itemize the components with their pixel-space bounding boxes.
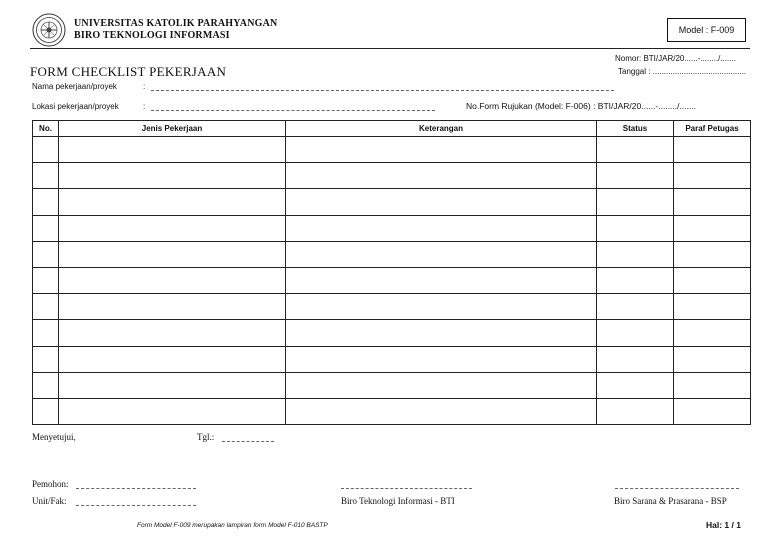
paraf-petugas-cell[interactable] <box>674 267 751 293</box>
model-code: Model : F-009 <box>678 25 735 35</box>
keterangan-cell[interactable] <box>286 346 597 372</box>
table-row <box>33 320 751 346</box>
paraf-petugas-cell[interactable] <box>674 346 751 372</box>
no-cell[interactable] <box>33 163 59 189</box>
paraf-petugas-cell[interactable] <box>674 294 751 320</box>
jenis-pekerjaan-cell[interactable] <box>59 163 286 189</box>
jenis-pekerjaan-cell[interactable] <box>59 398 286 424</box>
page-number: Hal: 1 / 1 <box>706 520 741 530</box>
jenis-pekerjaan-cell[interactable] <box>59 267 286 293</box>
jenis-pekerjaan-cell[interactable] <box>59 320 286 346</box>
status-cell[interactable] <box>597 346 674 372</box>
col-jenis-pekerjaan: Jenis Pekerjaan <box>59 121 286 137</box>
no-cell[interactable] <box>33 189 59 215</box>
table-row <box>33 372 751 398</box>
institution-header <box>74 18 277 42</box>
no-cell[interactable] <box>33 294 59 320</box>
university-name: UNIVERSITAS KATOLIK PARAHYANGAN <box>74 18 278 29</box>
no-cell[interactable] <box>33 215 59 241</box>
keterangan-cell[interactable] <box>286 215 597 241</box>
form-note: Form Model F-009 merupakan lampiran form Model F-010 BASTP <box>137 522 328 529</box>
status-cell[interactable] <box>597 267 674 293</box>
no-cell[interactable] <box>33 372 59 398</box>
jenis-pekerjaan-cell[interactable] <box>59 215 286 241</box>
nama-pekerjaan-input[interactable] <box>151 90 614 91</box>
table-row <box>33 267 751 293</box>
table-header-row <box>33 121 751 137</box>
header-divider <box>30 48 750 49</box>
table-row <box>33 346 751 372</box>
table-row <box>33 189 751 215</box>
keterangan-cell[interactable] <box>286 189 597 215</box>
status-cell[interactable] <box>597 163 674 189</box>
tgl-label: Tgl.: <box>197 432 215 442</box>
checklist-table-body <box>33 137 751 425</box>
form-title: FORM CHECKLIST PEKERJAAN <box>30 64 227 79</box>
col-status: Status <box>597 121 674 137</box>
nomor-field[interactable]: Nomor: BTI/JAR/20......-......../....... <box>615 54 736 63</box>
no-cell[interactable] <box>33 398 59 424</box>
bureau-name: BIRO TEKNOLOGI INFORMASI <box>74 30 230 41</box>
no-cell[interactable] <box>33 320 59 346</box>
table-row <box>33 215 751 241</box>
status-cell[interactable] <box>597 320 674 346</box>
bsp-signature-line[interactable] <box>615 488 739 489</box>
unit-fak-input[interactable] <box>76 505 196 506</box>
paraf-petugas-cell[interactable] <box>674 372 751 398</box>
keterangan-cell[interactable] <box>286 294 597 320</box>
lokasi-pekerjaan-label: Lokasi pekerjaan/proyek <box>32 102 119 111</box>
col-no: No. <box>33 121 59 137</box>
keterangan-cell[interactable] <box>286 241 597 267</box>
menyetujui-label: Menyetujui, <box>32 432 76 442</box>
unit-fak-label: Unit/Fak: <box>32 496 67 506</box>
status-cell[interactable] <box>597 372 674 398</box>
status-cell[interactable] <box>597 137 674 163</box>
status-cell[interactable] <box>597 241 674 267</box>
jenis-pekerjaan-cell[interactable] <box>59 189 286 215</box>
model-code-box <box>667 18 746 42</box>
jenis-pekerjaan-cell[interactable] <box>59 137 286 163</box>
university-logo <box>32 13 66 47</box>
jenis-pekerjaan-cell[interactable] <box>59 294 286 320</box>
keterangan-cell[interactable] <box>286 163 597 189</box>
keterangan-cell[interactable] <box>286 398 597 424</box>
table-row <box>33 163 751 189</box>
bti-signature-line[interactable] <box>341 488 472 489</box>
bti-signatory: Biro Teknologi Informasi - BTI <box>341 496 455 506</box>
keterangan-cell[interactable] <box>286 320 597 346</box>
table-row <box>33 137 751 163</box>
tgl-input[interactable] <box>222 441 274 442</box>
paraf-petugas-cell[interactable] <box>674 215 751 241</box>
keterangan-cell[interactable] <box>286 372 597 398</box>
lokasi-colon: : <box>143 102 146 111</box>
paraf-petugas-cell[interactable] <box>674 163 751 189</box>
paraf-petugas-cell[interactable] <box>674 398 751 424</box>
no-cell[interactable] <box>33 267 59 293</box>
paraf-petugas-cell[interactable] <box>674 320 751 346</box>
status-cell[interactable] <box>597 294 674 320</box>
table-row <box>33 398 751 424</box>
paraf-petugas-cell[interactable] <box>674 241 751 267</box>
nama-colon: : <box>143 82 146 91</box>
col-paraf-petugas: Paraf Petugas <box>674 121 751 137</box>
checklist-table <box>32 120 751 425</box>
status-cell[interactable] <box>597 215 674 241</box>
bsp-signatory: Biro Sarana & Prasarana - BSP <box>614 496 727 506</box>
nama-pekerjaan-label: Nama pekerjaan/proyek <box>32 82 117 91</box>
keterangan-cell[interactable] <box>286 267 597 293</box>
keterangan-cell[interactable] <box>286 137 597 163</box>
no-cell[interactable] <box>33 137 59 163</box>
jenis-pekerjaan-cell[interactable] <box>59 241 286 267</box>
jenis-pekerjaan-cell[interactable] <box>59 372 286 398</box>
form-rujukan-field[interactable]: No.Form Rujukan (Model: F-006) : BTI/JAR/20......-......../....... <box>466 101 697 111</box>
table-row <box>33 241 751 267</box>
status-cell[interactable] <box>597 398 674 424</box>
pemohon-label: Pemohon: <box>32 479 69 489</box>
paraf-petugas-cell[interactable] <box>674 189 751 215</box>
paraf-petugas-cell[interactable] <box>674 137 751 163</box>
no-cell[interactable] <box>33 241 59 267</box>
table-row <box>33 294 751 320</box>
no-cell[interactable] <box>33 346 59 372</box>
pemohon-input[interactable] <box>76 488 196 489</box>
status-cell[interactable] <box>597 189 674 215</box>
jenis-pekerjaan-cell[interactable] <box>59 346 286 372</box>
tanggal-field[interactable]: Tanggal : .......................................... <box>618 67 747 76</box>
lokasi-pekerjaan-input[interactable] <box>151 110 435 111</box>
col-keterangan: Keterangan <box>286 121 597 137</box>
